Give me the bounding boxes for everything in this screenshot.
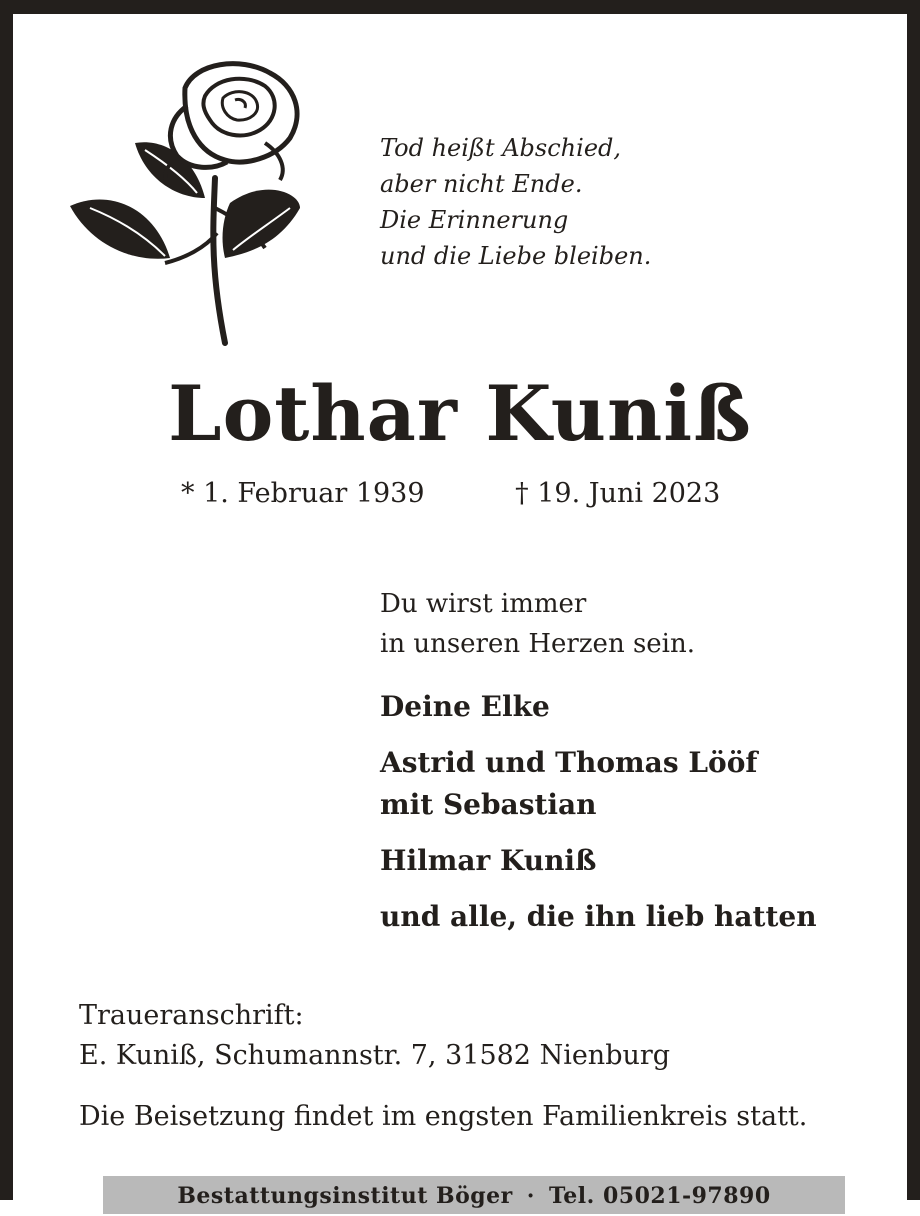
life-dates (181, 474, 720, 514)
funeral-note: Die Beisetzung findet im engsten Familienkreis statt. (79, 1101, 808, 1132)
footer-separator: · (526, 1183, 535, 1209)
mourner-entry: Hilmar Kuniß (380, 844, 597, 877)
death-date: † 19. Juni 2023 (515, 478, 721, 509)
undertaker-phone: Tel. 05021-97890 (548, 1183, 771, 1209)
birth-date: * 1. Februar 1939 (181, 478, 425, 509)
undertaker-footer (103, 1176, 845, 1214)
mourner-entry: mit Sebastian (380, 788, 597, 821)
address-label: Traueranschrift: (79, 1000, 304, 1031)
farewell-line: in unseren Herzen sein. (380, 629, 696, 659)
deceased-name: Lothar Kuniß (168, 369, 752, 458)
rose-icon (65, 58, 305, 348)
mourner-entry: Astrid und Thomas Lööf (380, 746, 758, 779)
farewell-message (380, 584, 695, 664)
undertaker-name: Bestattungsinstitut Böger (177, 1183, 513, 1209)
farewell-line: Du wirst immer (380, 589, 587, 619)
quote-line: Tod heißt Abschied, (380, 134, 622, 162)
mourners-list (380, 686, 817, 938)
quote-line: und die Liebe bleiben. (380, 242, 652, 270)
mourner-entry: Deine Elke (380, 690, 550, 723)
quote (380, 130, 651, 274)
mourner-entry: und alle, die ihn lieb hatten (380, 900, 817, 933)
quote-line: Die Erinnerung (380, 206, 569, 234)
quote-line: aber nicht Ende. (380, 170, 583, 198)
address-value: E. Kuniß, Schumannstr. 7, 31582 Nienburg (79, 1040, 671, 1071)
mourning-address (79, 996, 670, 1076)
